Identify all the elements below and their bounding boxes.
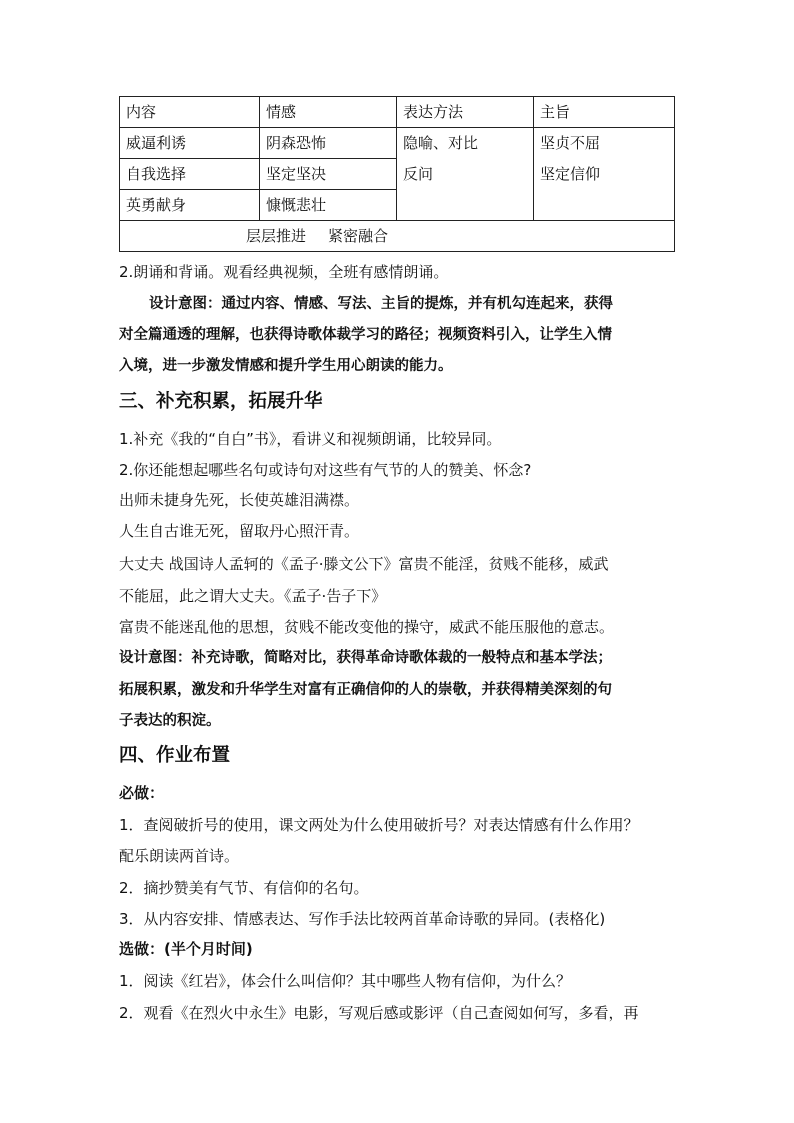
quote-line: 人生自古谁无死，留取丹心照汗青。 — [119, 522, 360, 540]
table-cell-content: 英勇献身 — [120, 190, 260, 221]
table-cell-content: 威逼利诱 — [120, 128, 260, 159]
summary-text: 紧密融合 — [328, 227, 389, 245]
section-heading: 三、补充积累，拓展升华 — [119, 391, 323, 412]
list-item: 2.你还能想起哪些名句或诗句对这些有气节的人的赞美、怀念? — [119, 461, 532, 479]
table-header-cell: 内容 — [120, 97, 260, 128]
table-cell-emotion: 阴森恐怖 — [260, 128, 397, 159]
optional-label: 选做：(半个月时间) — [119, 940, 253, 958]
design-intent-line: 入境，进一步激发情感和提升学生用心朗读的能力。 — [119, 357, 453, 374]
summary-table — [119, 96, 675, 252]
table-row — [120, 128, 675, 159]
table-cell-methods — [397, 128, 534, 221]
table-summary-row — [120, 221, 675, 252]
section-heading: 四、作业布置 — [119, 745, 231, 766]
quote-line: 出师未捷身先死，长使英雄泪满襟。 — [119, 491, 360, 509]
table-cell-emotion: 慷慨悲壮 — [260, 190, 397, 221]
quote-line: 大丈夫 战国诗人孟轲的《孟子·滕文公下》富贵不能淫，贫贱不能移，威武 — [119, 555, 609, 573]
design-intent-line: 设计意图：补充诗歌，简略对比，获得革命诗歌体裁的一般特点和基本学法； — [119, 649, 612, 666]
homework-item: 1．阅读《红岩》，体会什么叫信仰？其中哪些人物有信仰，为什么？ — [119, 972, 572, 990]
table-summary-cell — [120, 221, 675, 252]
quote-line: 富贵不能迷乱他的思想，贫贱不能改变他的操守，威武不能压服他的意志。 — [119, 618, 615, 636]
summary-text: 层层推进 — [246, 227, 307, 245]
table-cell-content: 自我选择 — [120, 159, 260, 190]
homework-item: 3．从内容安排、情感表达、写作手法比较两首革命诗歌的异同。(表格化) — [119, 910, 606, 928]
design-intent-line: 子表达的积淀。 — [119, 712, 221, 729]
homework-item: 配乐朗读两首诗。 — [119, 847, 240, 865]
design-intent-line: 拓展积累，激发和升华学生对富有正确信仰的人的崇敬，并获得精美深刻的句 — [119, 681, 612, 698]
table-header-cell: 情感 — [260, 97, 397, 128]
table-header-row — [120, 97, 675, 128]
table-cell-themes — [534, 128, 675, 221]
table-header-cell: 表达方法 — [397, 97, 534, 128]
table-cell-emotion: 坚定坚决 — [260, 159, 397, 190]
homework-item: 1．查阅破折号的使用，课文两处为什么使用破折号？对表达情感有什么作用？ — [119, 816, 639, 834]
homework-item: 2．观看《在烈火中永生》电影，写观后感或影评（自己查阅如何写，多看，再 — [119, 1004, 639, 1022]
required-label: 必做： — [119, 784, 165, 802]
table-header-cell: 主旨 — [534, 97, 675, 128]
method-item: 反问 — [403, 165, 434, 183]
method-item: 隐喻、对比 — [403, 134, 479, 152]
recitation-item: 2.朗诵和背诵。观看经典视频，全班有感情朗诵。 — [119, 263, 449, 281]
theme-item: 坚贞不屈 — [540, 134, 601, 152]
list-item: 1.补充《我的“自白”书》，看讲义和视频朗诵，比较异同。 — [119, 430, 502, 448]
quote-line: 不能屈，此之谓大丈夫。《孟子·告子下》 — [119, 587, 387, 605]
theme-item: 坚定信仰 — [540, 165, 601, 183]
design-intent-line: 对全篇通透的理解，也获得诗歌体裁学习的路径；视频资料引入，让学生入情 — [119, 326, 612, 343]
design-intent-line: 设计意图：通过内容、情感、写法、主旨的提炼，并有机勾连起来，获得 — [149, 295, 613, 312]
homework-item: 2．摘抄赞美有气节、有信仰的名句。 — [119, 879, 369, 897]
